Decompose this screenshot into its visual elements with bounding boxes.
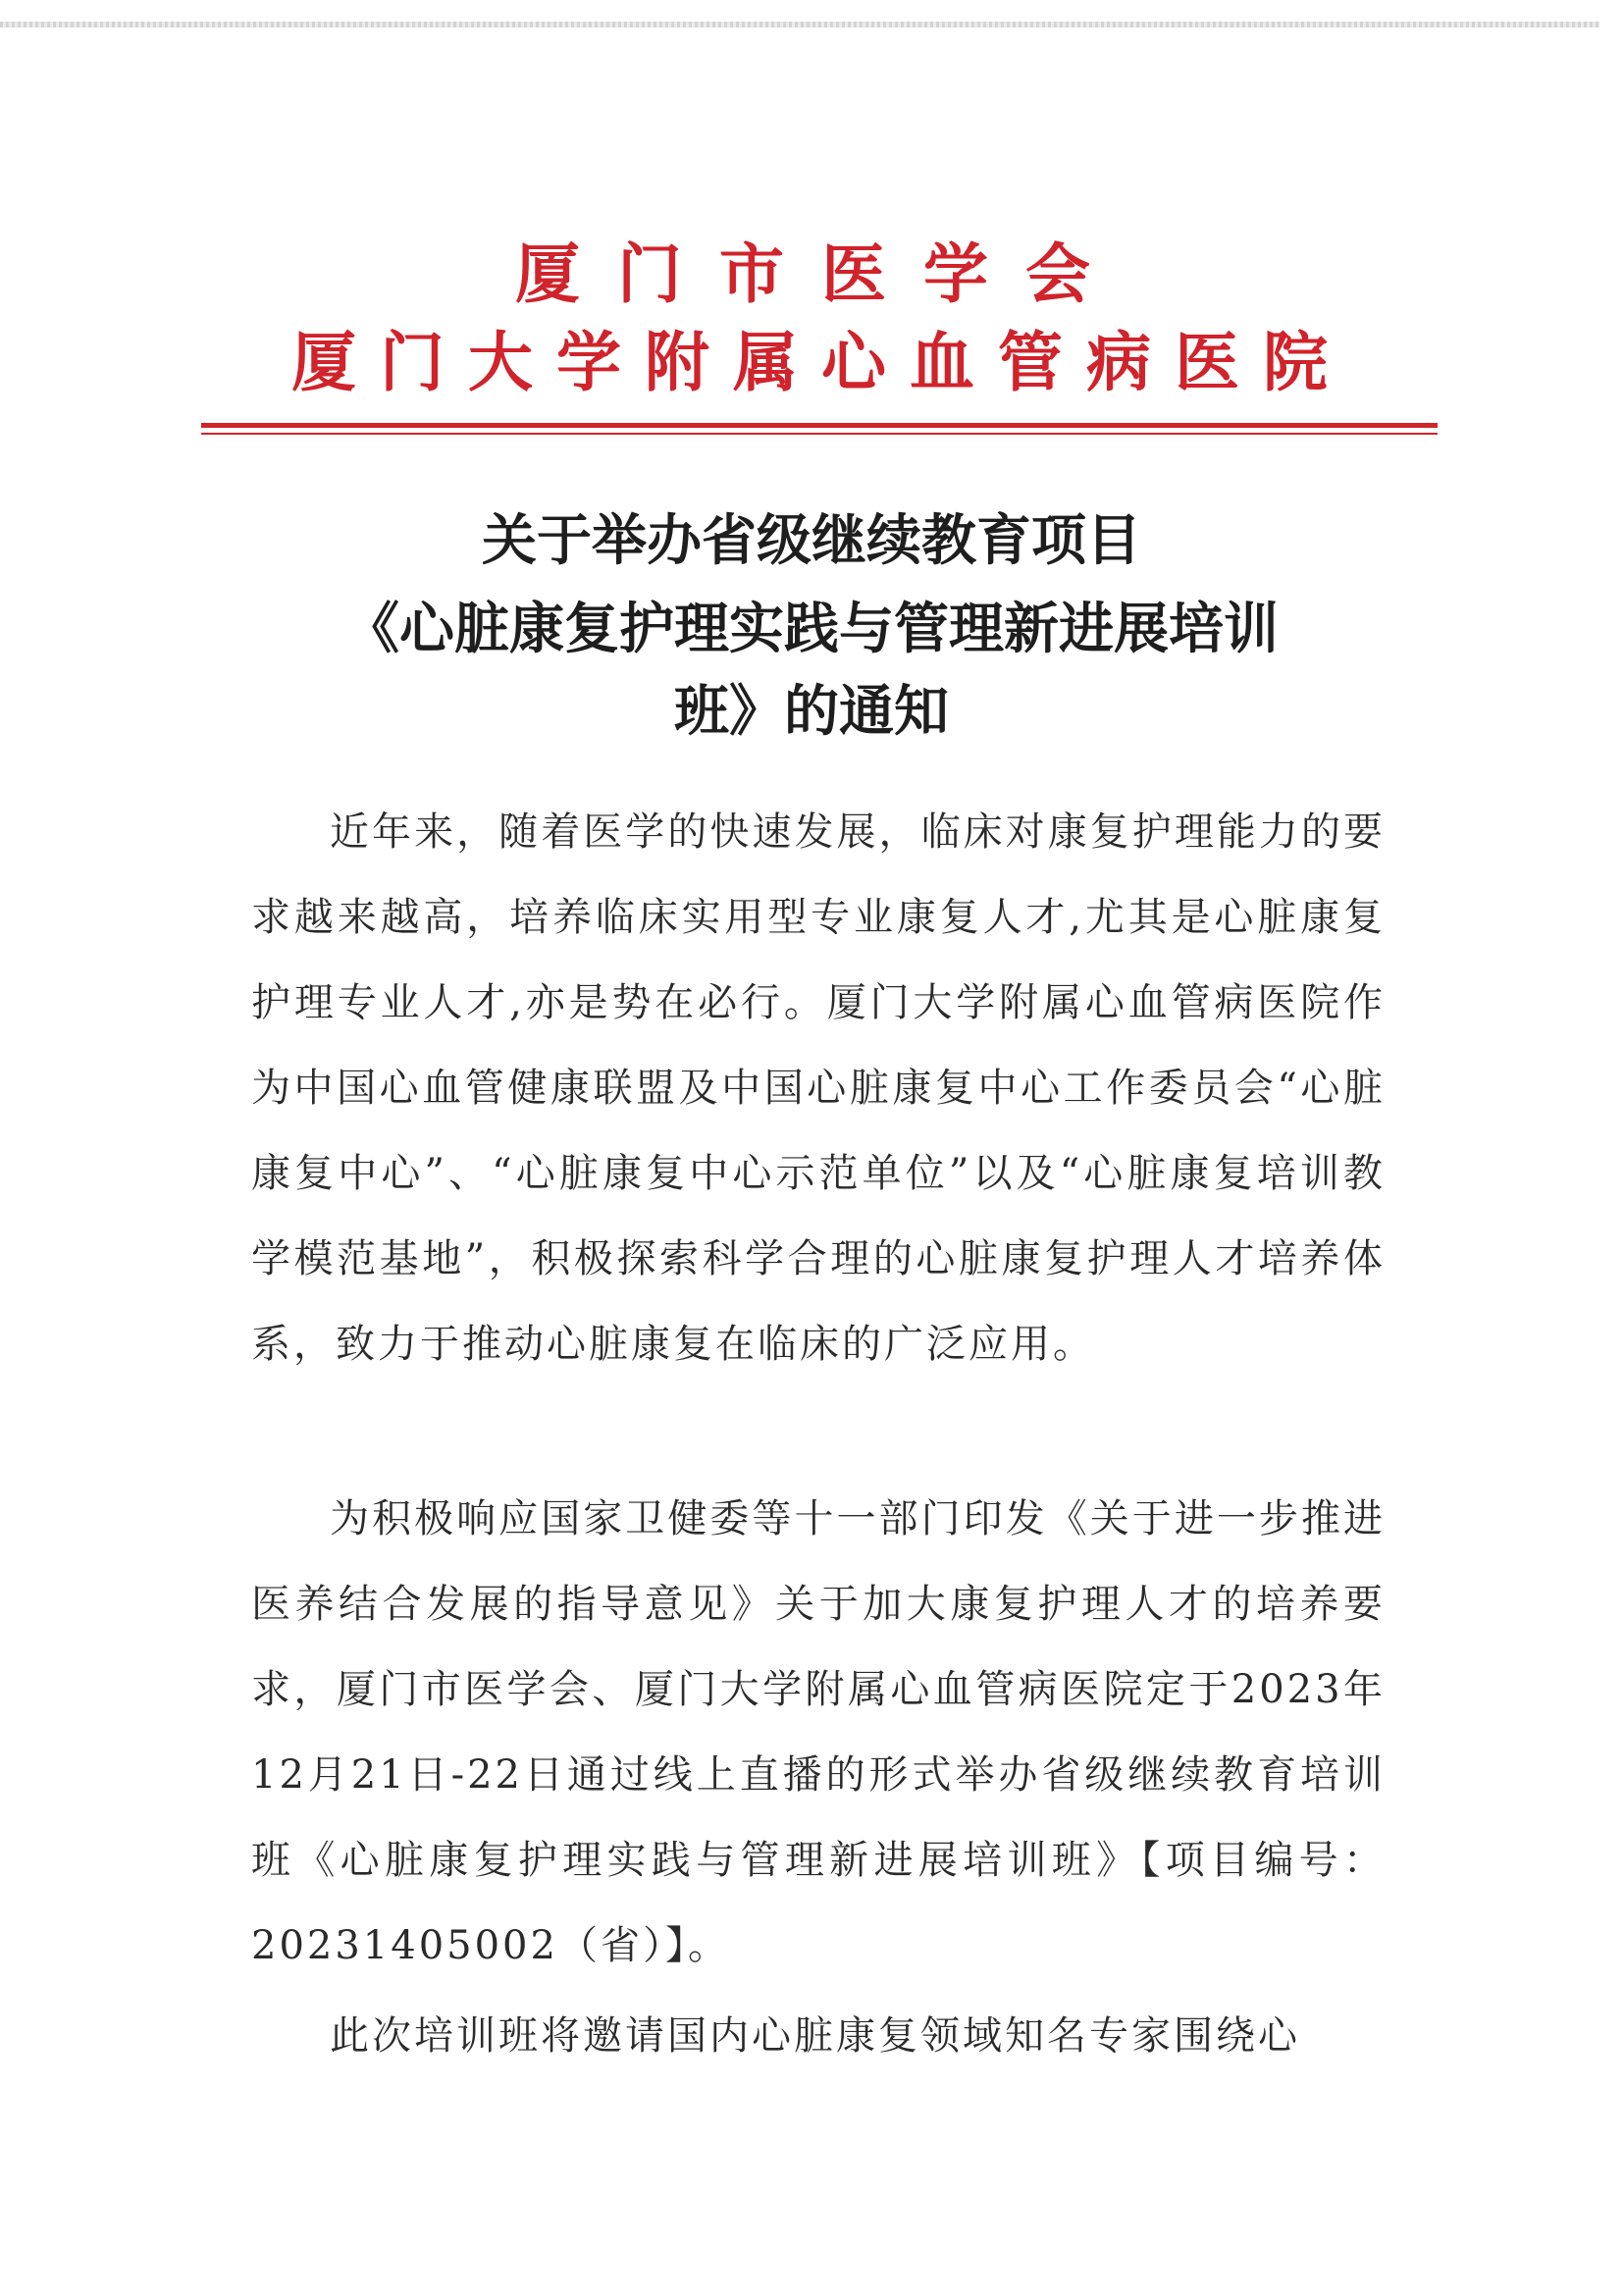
notice-title-line-2: 《心脏康复护理实践与管理新进展培训	[344, 598, 1279, 661]
body-paragraph-3: 此次培训班将邀请国内心脏康复领域知名专家围绕心	[330, 2013, 1300, 2059]
scan-edge	[0, 22, 1599, 27]
letterhead-rule-thin	[201, 433, 1438, 435]
body-paragraph-2: 为积极响应国家卫健委等十一部门印发《关于进一步推进医养结合发展的指导意见》关于加大康复护理人才的培养要求，厦门市医学会、厦门大学附属心血管病医院定于2023年12月21日-22日通过线上直播的形式举办省级继续教育培训班《心脏康复护理实践与管理新进展培训班》【项目编号：20231405002（省）】。	[251, 1496, 1386, 1968]
body-paragraph-1: 近年来，随着医学的快速发展，临床对康复护理能力的要求越来越高，培养临床实用型专业康复人才,尤其是心脏康复护理专业人才,亦是势在必行。厦门大学附属心血管病医院作为中国心血管健康联盟及中国心脏康复中心工作委员会“心脏康复中心”、“心脏康复中心示范单位”以及“心脏康复培训教学模范基地”，积极探索科学合理的心脏康复护理人才培养体系，致力于推动心脏康复在临床的广泛应用。	[251, 809, 1386, 1367]
letterhead-org-hospital: 厦门大学附属心血管病医院	[291, 325, 1351, 400]
letterhead-rule-thick	[201, 423, 1438, 428]
notice-title-line-1: 关于举办省级继续教育项目	[482, 509, 1141, 573]
letterhead-org-medical-association: 厦门市医学会	[515, 236, 1127, 312]
notice-title-line-3: 班》的通知	[674, 680, 949, 744]
